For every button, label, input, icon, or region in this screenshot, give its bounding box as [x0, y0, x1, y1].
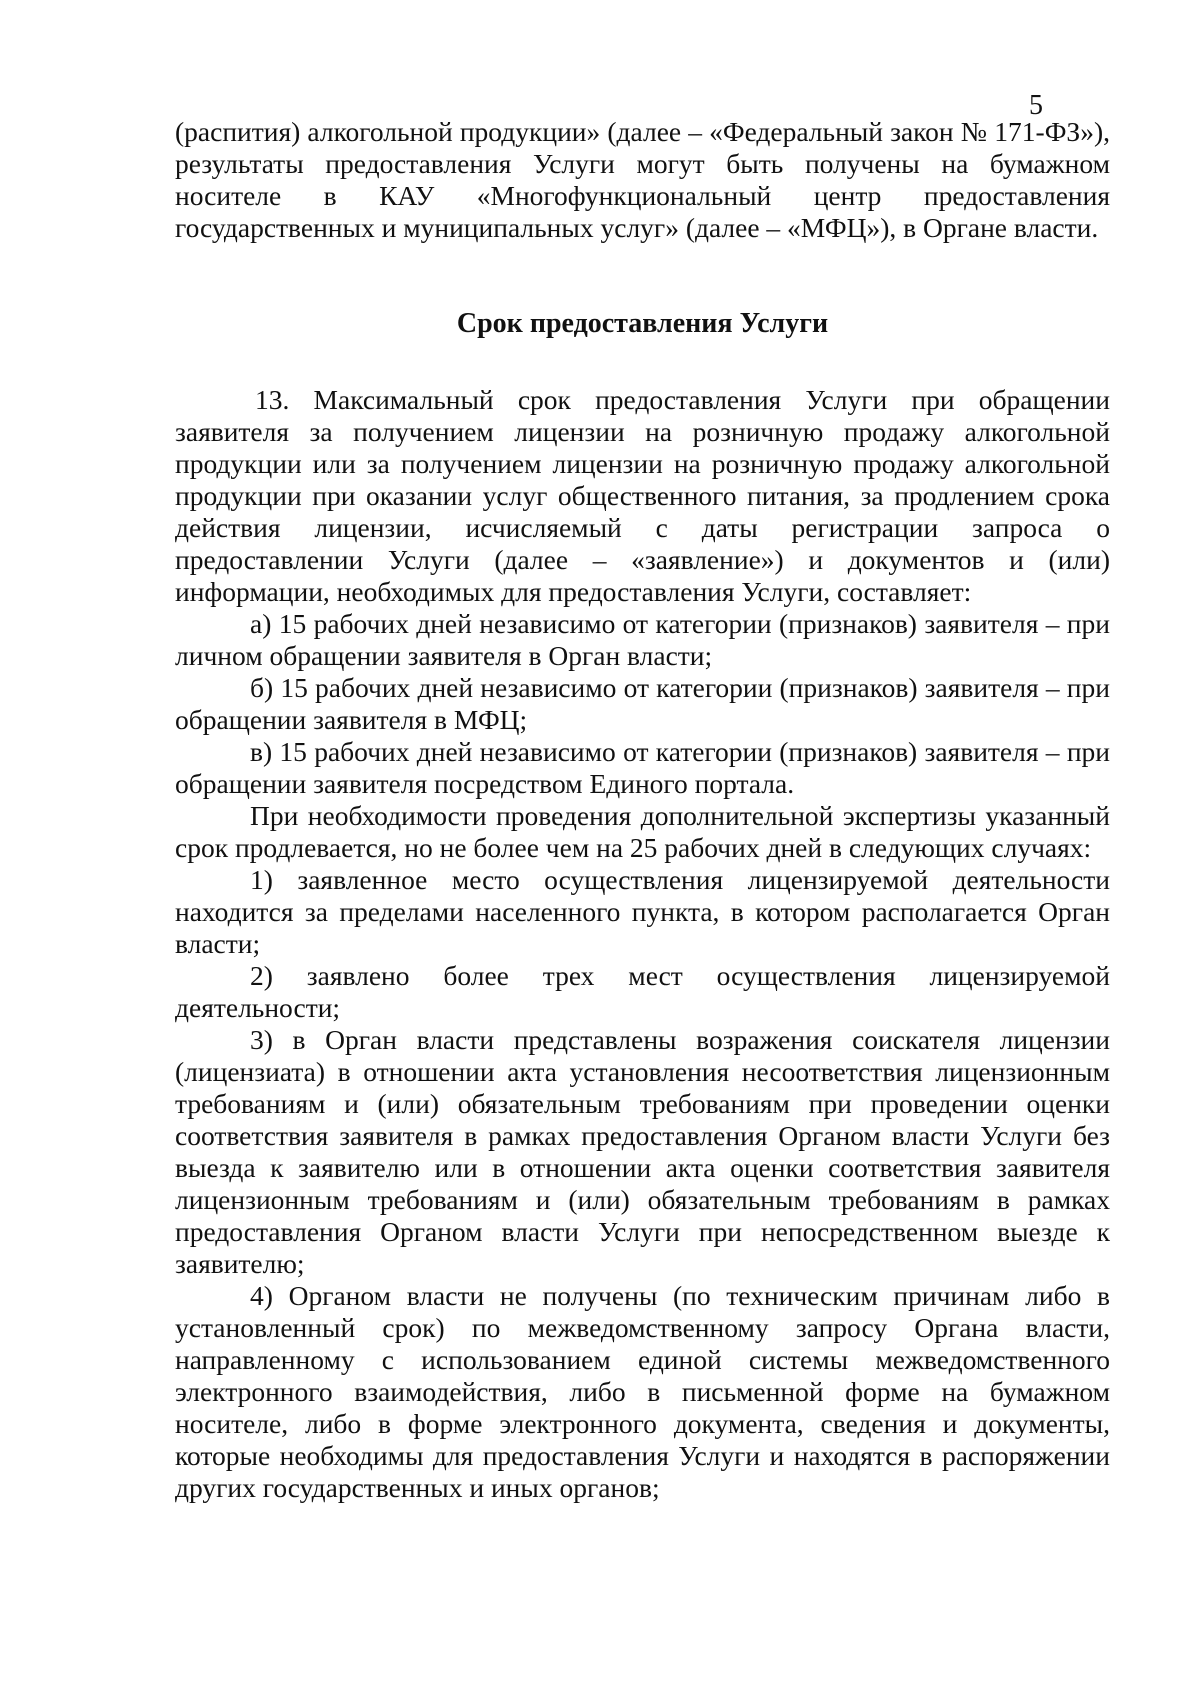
intro-paragraph: (распития) алкогольной продукции» (далее – «Федеральный закон № 171-ФЗ»), результаты предоставления Услуги могут быть получены на бумажном носителе в КАУ «Многофункциональный центр предоставления государственных и муниципальных услуг» (далее – «МФЦ»), в Органе власти.: [175, 116, 1110, 243]
section-body: [175, 384, 1110, 1504]
list-item-2: 2) заявлено более трех мест осуществления лицензируемой деятельности;: [175, 960, 1110, 1023]
intro-block: [175, 116, 1110, 244]
paragraph-13: 13. Максимальный срок предоставления Услуги при обращении заявителя за получением лицензии на розничную продажу алкогольной продукции или за получением лицензии на розничную продажу алкогольной продукции при оказании услуг общественного питания, за продлением срока действия лицензии, исчисляемый с даты регистрации запроса о предоставлении Услуги (далее – «заявление») и документов и (или) информации, необходимых для предоставления Услуги, составляет:: [175, 384, 1110, 607]
extension-paragraph: При необходимости проведения дополнительной экспертизы указанный срок продлевается, но не более чем на 25 рабочих дней в следующих случаях:: [175, 800, 1110, 863]
list-item-4: 4) Органом власти не получены (по техническим причинам либо в установленный срок) по межведомственному запросу Органа власти, направленному с использованием единой системы межведомственного электронного взаимодействия, либо в письменной форме на бумажном носителе, либо в форме электронного документа, сведения и документы, которые необходимы для предоставления Услуги и находятся в распоряжении других государственных и иных органов;: [175, 1280, 1110, 1503]
list-item-1: 1) заявленное место осуществления лицензируемой деятельности находится за пределами населенного пункта, в котором располагается Орган власти;: [175, 864, 1110, 959]
list-item-a: а) 15 рабочих дней независимо от категории (признаков) заявителя – при личном обращении заявителя в Орган власти;: [175, 608, 1110, 671]
page-number: 5: [1029, 90, 1043, 121]
list-item-3: 3) в Орган власти представлены возражения соискателя лицензии (лицензиата) в отношении акта установления несоответствия лицензионным требованиям и (или) обязательным требованиям при проведении оценки соответствия заявителя в рамках предоставления Органом власти Услуги без выезда к заявителю или в отношении акта оценки соответствия заявителя лицензионным требованиям и (или) обязательным требованиям в рамках предоставления Органом власти Услуги при непосредственном выезде к заявителю;: [175, 1024, 1110, 1279]
section-heading: Срок предоставления Услуги: [456, 308, 829, 339]
list-item-v: в) 15 рабочих дней независимо от категории (признаков) заявителя – при обращении заявителя посредством Единого портала.: [175, 736, 1110, 799]
list-item-b: б) 15 рабочих дней независимо от категории (признаков) заявителя – при обращении заявителя в МФЦ;: [175, 672, 1110, 735]
